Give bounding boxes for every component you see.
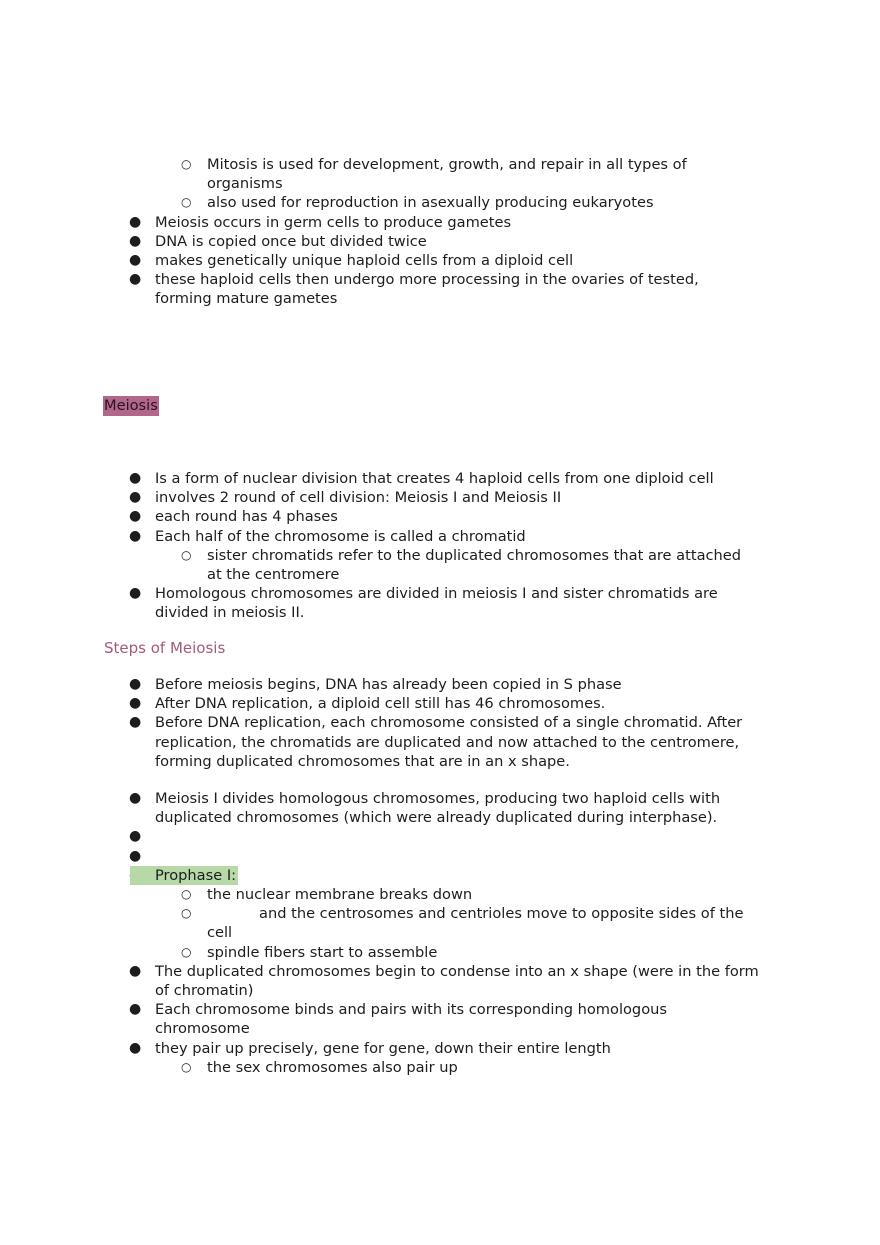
bullet-marker: ○ — [181, 887, 192, 901]
list-item-text: of chromatin) — [155, 982, 254, 999]
bullet-marker: ● — [129, 790, 142, 806]
list-item-text: each round has 4 phases — [155, 508, 338, 526]
list-item-text: also used for reproduction in asexually producing eukaryotes — [207, 194, 654, 212]
list-item-text: replication, the chromatids are duplicated and now attached to the centromere, — [155, 733, 740, 751]
list-item-text: divided in meiosis II. — [155, 604, 305, 622]
bullet-marker: ○ — [181, 547, 192, 562]
list-item-text: Meiosis occurs in germ cells to produce gametes — [155, 213, 512, 231]
bullet-marker: ● — [129, 828, 142, 845]
bullet-marker: ● — [129, 271, 142, 288]
bullet-marker: ● — [129, 508, 142, 525]
list-item-text: Prophase I: — [130, 866, 238, 885]
list-item-text: After DNA replication, a diploid cell still has 46 chromosomes. — [155, 695, 606, 713]
bullet-marker: ● — [129, 252, 142, 268]
bullet-marker: ○ — [181, 1059, 192, 1074]
list-item-text: DNA is copied once but divided twice — [155, 232, 427, 250]
list-item-text: duplicated chromosomes (which were already duplicated during interphase). — [155, 809, 718, 827]
list-item-text: Mitosis is used for development, growth, and repair in all types of — [207, 156, 687, 173]
list-item-text: these haploid cells then undergo more processing in the ovaries of tested, — [155, 271, 699, 289]
list-item-text: Before DNA replication, each chromosome consisted of a single chromatid. After — [155, 714, 743, 732]
list-item-text: spindle fibers start to assemble — [207, 943, 438, 961]
list-item-text: the sex chromosomes also pair up — [207, 1058, 458, 1076]
list-item-text: Each half of the chromosome is called a chromatid — [155, 527, 526, 545]
bullet-marker: ● — [129, 1001, 142, 1018]
bullet-marker: ● — [129, 714, 142, 731]
list-item-text: sister chromatids refer to the duplicated chromosomes that are attached — [207, 546, 742, 564]
list-item-text: and the centrosomes and centrioles move to opposite sides of the — [259, 905, 744, 923]
list-item-text: at the centromere — [207, 566, 340, 583]
bullet-marker: ● — [129, 847, 142, 864]
list-item-text: involves 2 round of cell division: Meiosis I and Meiosis II — [155, 489, 562, 507]
list-item-text: forming mature gametes — [155, 290, 338, 308]
bullet-marker: ○ — [181, 944, 192, 959]
list-item-text: Before meiosis begins, DNA has already been copied in S phase — [155, 676, 622, 693]
bullet-marker: ● — [129, 527, 142, 544]
list-item-text: cell — [207, 924, 233, 942]
bullet-marker: ● — [129, 962, 142, 979]
bullet-marker: ● — [129, 489, 142, 506]
list-item-text: makes genetically unique haploid cells from a diploid cell — [155, 252, 574, 269]
bullet-marker: ● — [129, 676, 142, 692]
list-item-text: Each chromosome binds and pairs with its corresponding homologous — [155, 1001, 667, 1019]
bullet-marker: ○ — [181, 195, 192, 210]
list-item-text: Meiosis I divides homologous chromosomes, producing two haploid cells with — [155, 790, 721, 807]
bullet-marker: ● — [129, 213, 142, 230]
list-item-text: they pair up precisely, gene for gene, down their entire length — [155, 1039, 611, 1057]
meiosis-heading: Meiosis — [104, 397, 158, 414]
bullet-marker: ● — [129, 470, 142, 486]
list-item-text: chromosome — [155, 1020, 250, 1038]
bullet-marker: ● — [129, 695, 142, 712]
bullet-marker: ● — [129, 232, 142, 249]
bullet-marker: ● — [129, 1039, 142, 1056]
list-item-text: The duplicated chromosomes begin to condense into an x shape (were in the form — [155, 962, 759, 980]
list-item-text: organisms — [207, 175, 283, 193]
list-item-text: forming duplicated chromosomes that are in an x shape. — [155, 752, 570, 770]
bullet-marker: ○ — [181, 906, 192, 921]
list-item-text: Is a form of nuclear division that creates 4 haploid cells from one diploid cell — [155, 470, 714, 487]
bullet-marker: ○ — [181, 157, 192, 171]
steps-of-meiosis-heading: Steps of Meiosis — [104, 639, 226, 657]
list-item-text: the nuclear membrane breaks down — [207, 886, 473, 903]
bullet-marker: ● — [129, 585, 142, 602]
list-item-text: Homologous chromosomes are divided in meiosis I and sister chromatids are — [155, 585, 718, 603]
